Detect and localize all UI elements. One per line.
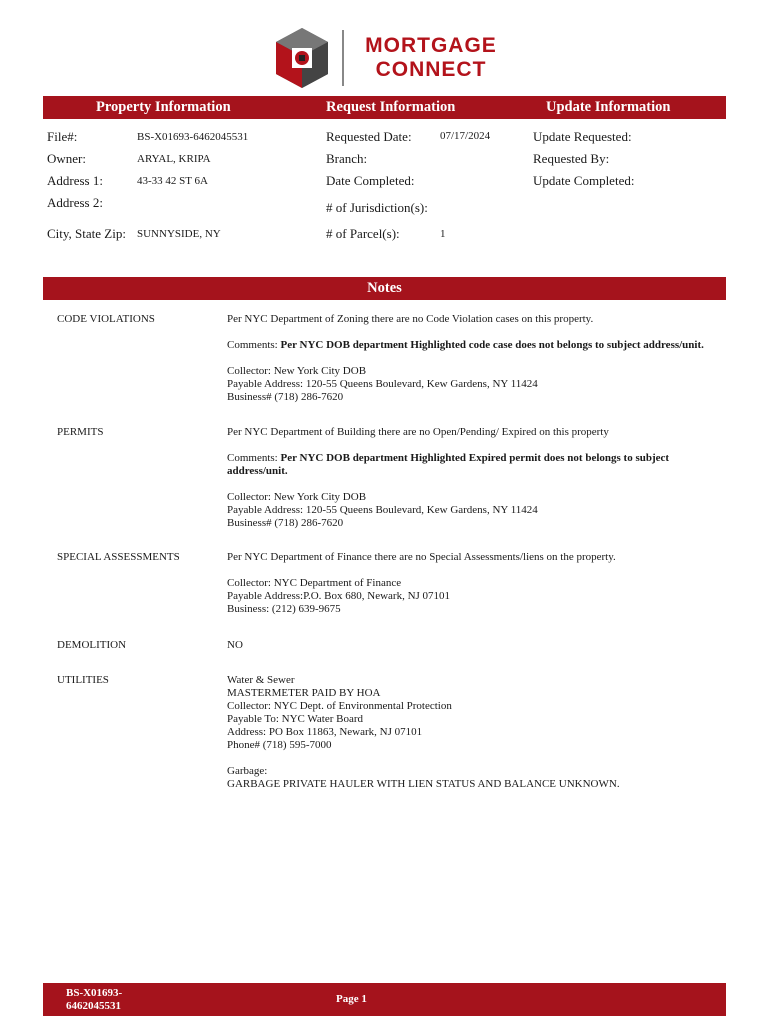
comments-bold: Per NYC DOB department Highlighted code case does not belongs to subject address/unit. — [280, 339, 704, 351]
update-completed-label: Update Completed: — [533, 173, 635, 188]
code-violations-comments — [227, 339, 727, 352]
owner-label: Owner: — [47, 151, 86, 166]
utilities-line6: Phone# (718) 595-7000 — [227, 739, 332, 751]
parcels-value: 1 — [440, 228, 446, 240]
update-information-heading: Update Information — [546, 99, 671, 115]
footer-file-line2: 6462045531 — [66, 1000, 121, 1012]
date-completed-label: Date Completed: — [326, 173, 415, 188]
demolition-value: NO — [227, 639, 243, 651]
info-header-bar — [43, 96, 726, 119]
comments-prefix: Comments: — [227, 452, 281, 464]
company-logo — [272, 26, 522, 90]
footer-file-line1: BS-X01693- — [66, 987, 123, 999]
special-assessments-text: Per NYC Department of Finance there are no Special Assessments/liens on the property. — [227, 551, 616, 563]
permits-section — [227, 426, 727, 530]
garbage-label: Garbage: — [227, 765, 268, 777]
jurisdictions-label: # of Jurisdiction(s): — [326, 200, 428, 215]
utilities-section — [227, 674, 727, 791]
special-assessments-payable: Payable Address:P.O. Box 680, Newark, NJ 07101 — [227, 590, 451, 602]
utilities-line5: Address: PO Box 11863, Newark, NJ 07101 — [227, 726, 423, 738]
utilities-line4: Payable To: NYC Water Board — [227, 713, 364, 725]
file-label: File#: — [47, 129, 78, 144]
permits-business: Business# (718) 286-7620 — [227, 517, 344, 529]
property-information-heading: Property Information — [96, 99, 231, 115]
address1-label: Address 1: — [47, 173, 103, 188]
permits-collector: Collector: New York City DOB — [227, 491, 367, 503]
address1-value: 43-33 42 ST 6A — [137, 175, 208, 187]
code-violations-business: Business# (718) 286-7620 — [227, 391, 344, 403]
permits-comments — [227, 452, 727, 465]
code-violations-payable: Payable Address: 120-55 Queens Boulevard, Kew Gardens, NY 11424 — [227, 378, 538, 390]
utilities-line3: Collector: NYC Dept. of Environmental Protection — [227, 700, 452, 712]
garbage-value: GARBAGE PRIVATE HAULER WITH LIEN STATUS AND BALANCE UNKNOWN. — [227, 778, 620, 790]
request-information-heading: Request Information — [326, 99, 456, 115]
code-violations-text: Per NYC Department of Zoning there are no Code Violation cases on this property. — [227, 313, 594, 325]
city-state-zip-label: City, State Zip: — [47, 226, 126, 241]
owner-value: ARYAL, KRIPA — [137, 153, 211, 165]
parcels-label: # of Parcel(s): — [326, 226, 400, 241]
notes-header-bar — [43, 277, 726, 300]
special-assessments-collector: Collector: NYC Department of Finance — [227, 577, 402, 589]
comments-bold-line1: Per NYC DOB department Highlighted Expired permit does not belongs to subject — [280, 452, 670, 464]
mortgage-connect-cube-logo-icon — [272, 26, 332, 90]
comments-bold-line2: address/unit. — [227, 465, 288, 477]
permits-payable: Payable Address: 120-55 Queens Boulevard, Kew Gardens, NY 11424 — [227, 504, 538, 516]
special-assessments-label: SPECIAL ASSESSMENTS — [57, 551, 180, 563]
address2-label: Address 2: — [47, 195, 103, 210]
logo-wordmark — [356, 34, 506, 82]
utilities-label: UTILITIES — [57, 674, 109, 686]
code-violations-section — [227, 313, 727, 404]
file-value: BS-X01693-6462045531 — [137, 131, 249, 143]
code-violations-label: CODE VIOLATIONS — [57, 313, 155, 325]
city-state-zip-value: SUNNYSIDE, NY — [137, 228, 221, 240]
logo-divider — [342, 30, 344, 86]
demolition-label: DEMOLITION — [57, 639, 127, 651]
logo-line1: MORTGAGE — [365, 34, 497, 57]
logo-line2: CONNECT — [375, 58, 487, 81]
requested-date-label: Requested Date: — [326, 129, 412, 144]
requested-date-value: 07/17/2024 — [440, 130, 491, 142]
comments-prefix: Comments: — [227, 339, 281, 351]
footer-bar — [43, 983, 726, 1016]
footer-file-number — [66, 987, 122, 1013]
branch-label: Branch: — [326, 151, 368, 166]
special-assessments-business: Business: (212) 639-9675 — [227, 603, 341, 615]
permits-comments-line2 — [227, 465, 727, 478]
special-assessments-section — [227, 551, 727, 616]
utilities-line1: Water & Sewer — [227, 674, 295, 686]
permits-text: Per NYC Department of Building there are no Open/Pending/ Expired on this property — [227, 426, 609, 438]
update-requested-label: Update Requested: — [533, 129, 632, 144]
code-violations-collector: Collector: New York City DOB — [227, 365, 367, 377]
utilities-line2: MASTERMETER PAID BY HOA — [227, 687, 381, 699]
permits-label: PERMITS — [57, 426, 104, 438]
notes-heading: Notes — [367, 280, 402, 296]
requested-by-label: Requested By: — [533, 151, 610, 166]
footer-page-number: Page 1 — [336, 993, 367, 1005]
